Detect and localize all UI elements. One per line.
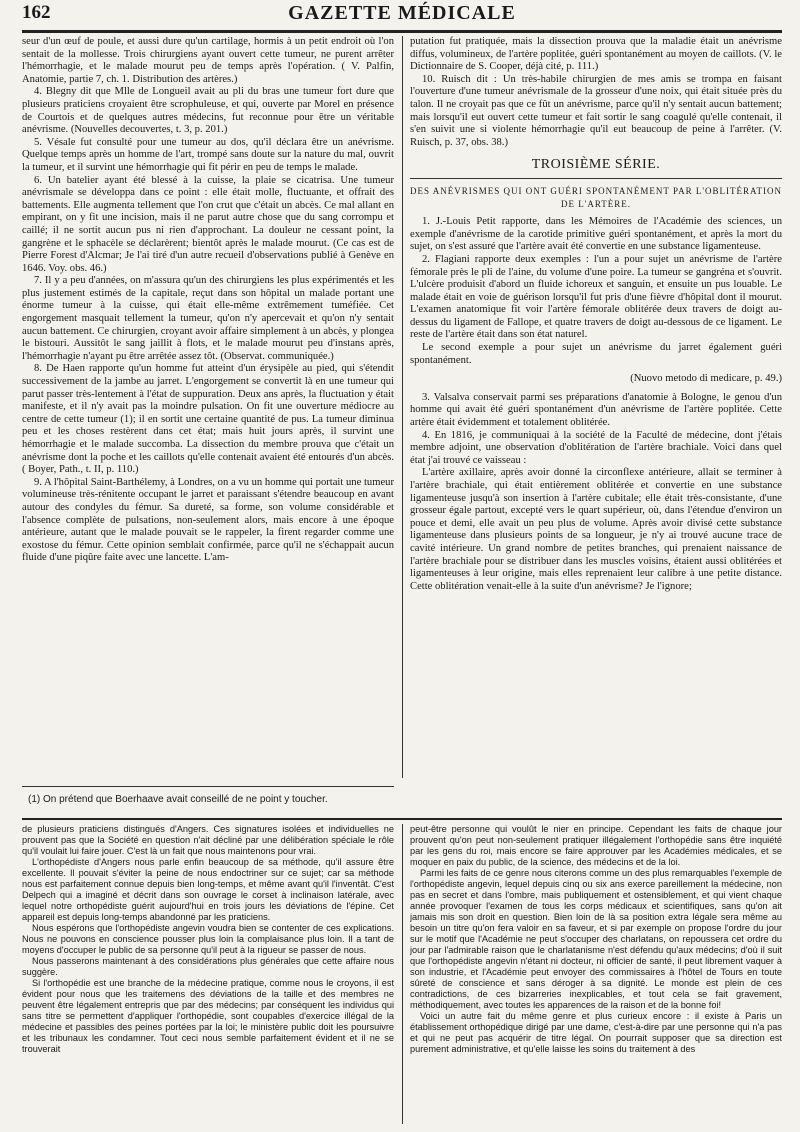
paragraph: 9. A l'hôpital Saint-Barthélemy, à Londres, on a vu un homme qui portait une tumeur volumineuse très-rénitente occupant le jarret et paraissant s'étendre beaucoup en avant autour des condyles du fémur. Sa dureté, sa forme, son volume considérable et l'absence complète de pulsations, non-seulement alors, mais encore à une époque antérieure, autant que le malade pouvait se le rappeler, la firent regarder comme une exostose du fémur. Cette opinion semblait confirmée, parce qu'il ne s'échappait aucun fluide d'une piqûre faite avec une lancette. L'am- xyxy=(22,476,394,564)
journal-title: GAZETTE MÉDICALE xyxy=(288,2,516,24)
page-header xyxy=(22,2,782,28)
citation: (Nuovo metodo di medicare, p. 49.) xyxy=(630,373,782,385)
paragraph: Parmi les faits de ce genre nous citerons comme un des plus remarquables l'exemple de l'orthopédiste angevin, lequel depuis cinq ou six ans exerce pareillement la médecine, non pas en secret et dans l'ombre, mais publiquement et ostensiblement, et qui vient chaque année provoquer l'examen de tous les corps médicaux et scientifiques, sans qu'on ait jamais mis son droit en question. Bien loin de là sa position extra légale sera même au besoin un titre qu'on fera valoir en sa faveur, et si par exemple on propose l'ordre du jour sur le motif que l'Académie ne peut s'occuper des charlatans, on repoussera cet ordre du jour par l'admirable raison que le charlatanisme n'est défendu qu'aux médecins; d'où il suit que l'orthopédiste angevin n'étant ni docteur, ni officier de santé, il peut librement vaquer à son industrie, et l'Académie peut envoyer des commissaires à l'hôtel de Tours en toute sûreté de conscience et sans déroger à sa dignité. Le monde est plein de ces contradictions, de ces bizarreries inexplicables, et tout cela se fait gravement, méthodiquement, avec toutes les apparences de la raison et de la bonne foi! xyxy=(410,868,782,1010)
lower-column-divider xyxy=(402,824,403,1124)
paragraph: peut-être personne qui voulût le nier en principe. Cependant les faits de chaque jour prouvent qu'on peut non-seulement pratiquer illégalement l'orthopédie sans être inquiété par les gens du roi, mais encore se faire approuver par les Académies médicales, et se moquer en paix du public, de la science, des médecins et de la loi. xyxy=(410,824,782,867)
right-column xyxy=(410,36,782,776)
series-subtitle: DES ANÉVRISMES QUI ONT GUÉRI SPONTANÉMENT PAR L'OBLITÉRATION DE L'ARTÈRE. xyxy=(410,185,782,209)
paragraph: Nous passerons maintenant à des considérations plus générales que cette affaire nous suggère. xyxy=(22,956,394,977)
paragraph: Nous espérons que l'orthopédiste angevin voudra bien se contenter de ces explications. Nous ne pouvons en conscience pousser plus loin la complaisance plus loin. Il a tant de moyens d'occuper le public de sa personne qu'il peut à la rigueur se passer de nous. xyxy=(22,923,394,955)
paragraph: 4. En 1816, je communiquai à la société de la Faculté de médecine, dont j'étais membre adjoint, une observation d'oblitération de l'artère brachiale. Voici dans quel état j'ai trouvé ce vaisseau : xyxy=(410,429,782,466)
paragraph: 7. Il y a peu d'années, on m'assura qu'un des chirurgiens les plus expérimentés et les plus justement estimés de la capitale, reçut dans son hôpital un malade portant une énorme tumeur à la cuisse, qui était elle-même extrêmement tuméfiée. Cet engorgement masquait tellement la tumeur, qu'on n'y apercevait et qu'on n'y sentait aucun battement. Ce chirurgien, croyant avoir affaire simplement à un abcès, y plongea le bistouri. Aussitôt le sang jaillit à flots, et le malade mourut peu d'instans après, l'hémorrhagie n'ayant pu être arrêtée assez tôt. (Observat. communiquée.) xyxy=(22,275,394,362)
paragraph: 10. Ruisch dit : Un très-habile chirurgien de mes amis se trompa en faisant l'ouverture d'une tumeur anévrismale de la grosseur d'une noix, qui était située près du talon. Il ne croyait pas que ce fût un anévrisme, parce qu'il n'y sentait aucun battement; mais lorsqu'il eut ouvert cette tumeur et fait sortir le sang coagulé qu'elle contenait, il s'en suivit une si violente hémorrhagie qu'il eut beaucoup de peine à l'arrêter. (V. Ruisch, p. 37, obs. 38.) xyxy=(410,73,782,148)
paragraph: 4. Blegny dit que Mlle de Longueil avait au pli du bras une tumeur fort dure que plusieurs praticiens croyaient être scrophuleuse, et qui, ouverte par Morel en présence de Courtois et de quelques autres médecins, fut reconnue pour être un véritable anévrisme. (Nouvelles decouvertes, t. 3, p. 201.) xyxy=(22,86,394,136)
series-rule xyxy=(410,178,782,179)
series-title: TROISIÈME SÉRIE. xyxy=(531,157,661,173)
newspaper-page xyxy=(22,0,782,1132)
paragraph: Le second exemple a pour sujet un anévrisme du jarret également guéri spontanément. xyxy=(410,342,782,366)
paragraph: 3. Valsalva conservait parmi ses préparations d'anatomie à Bologne, le genou d'un homme qui avait été guéri spontanément d'un anévrisme de l'artère poplitée. Cette artère était évidemment et totalement oblitérée. xyxy=(410,391,782,429)
paragraph: putation fut pratiquée, mais la dissection prouva que la maladie était un anévrisme diffus, volumineux, de l'artère poplitée, guéri spontanément au moyen de caillots. (V. le Dictionnaire de S. Cooper, déjà cité, p. 111.) xyxy=(410,36,782,73)
left-column xyxy=(22,36,394,816)
section-rule xyxy=(22,818,782,820)
page-number: 162 xyxy=(22,2,51,23)
footnote-rule xyxy=(22,786,394,787)
paragraph: L'artère axillaire, après avoir donné la circonflexe antérieure, allait se terminer à l'artère brachiale, qui était entièrement oblitérée et convertie en une substance ligamenteuse jusqu'à son insertion à l'artère cubitale; elle était très-consistante, d'une grosseur égale partout, excepté vers le quart supérieur, où, dans l'étendue d'environ un pouce et demi, elle avait un peu plus de volume. Après avoir divisé cette substance ligamenteuse dans plusieurs points de sa longueur, je n'y ai trouvé aucune trace de cavité intérieure. Un grand nombre de petites branches, qui prenaient naissance de l'artère brachiale pour se distribuer dans les muscles voisins, étaient aussi oblitérées et ligamenteuses à leur origine, mais elles reprenaient leur calibre à une petite distance. Cette oblitération venait-elle à la suite d'un anévrisme? Je l'ignore; xyxy=(410,467,782,592)
paragraph: L'orthopédiste d'Angers nous parle enfin beaucoup de sa méthode, qu'il assure être excellente. Il pouvait s'éviter la peine de nous endoctriner sur ce sujet; car sa méthode nous est parfaitement connue depuis bien long-temps, et même avant qu'il l'inventât. C'est Delpech qui a imaginé et décrit dans son ouvrage le corset à inclinaison latérale, avec lequel notre orthopédiste guérit aujourd'hui en trois jours les déviations de l'épine. Cet appareil est depuis long-temps abandonné par les praticiens. xyxy=(22,857,394,922)
column-divider xyxy=(402,36,403,778)
paragraph: de plusieurs praticiens distingués d'Angers. Ces signatures isolées et individuelles ne prouvent pas que la Société en question n'ait décliné par une délibération spéciale le rôle qu'il voulait lui faire jouer. C'est là un fait que nous maintenons pour vrai. xyxy=(22,824,394,856)
paragraph: Si l'orthopédie est une branche de la médecine pratique, comme nous le croyons, il est évident pour nous que les traitemens des déviations de la taille et des membres ne peuvent être légalement entrepris que par des médecins; par conséquent les individus qui sans titre se permettent d'appliquer l'orthopédie, sont coupables d'exercice illégal de la médecine et passibles des peines portées par la loi; le ministère public doit les poursuivre et les tribunaux les condamner. Tout ceci nous semble parfaitement évident et il ne se trouverait xyxy=(22,978,394,1054)
paragraph: 6. Un batelier ayant été blessé à la cuisse, la plaie se cicatrisa. Une tumeur anévrismale se développa dans ce point : elle était molle, fluctuante, et offrait des battements. Elle augmenta tellement que l'on crut que c'était un abcès. Ce mal allant en empirant, on y fit une incision, mais il ne parut autre chose que du sang corrompu et caillé; il ne sortit aucun pus ni rien d'approchant. La douleur ne cessant point, la gangrène et le sphacèle se déclarèrent; bientôt après le malade mourut. (Ce cas est de Pierre Forest d'Alcmar; Je l'ai tiré d'un autre recueil d'observations publié à Genève en 1646. Voy. obs. 46.) xyxy=(22,174,394,274)
paragraph: 2. Flagiani rapporte deux exemples : l'un a pour sujet un anévrisme de l'artère fémorale près le pli de l'aine, du volume d'une poire. La tumeur se gangréna et s'ouvrit. L'ulcère produisit d'abord un fluide ichoreux et sanguin, et ensuite un pus louable. Le malade était en voie de guérison lorsqu'il fut pris d'une fièvre d'hôpital dont il mourut. L'examen anatomique fit voir l'artère fémorale oblitérée deux travers de doigt au-dessus du ligament de Fallope, et quatre travers de doigt au-dessous de ce ligament. Le reste de l'artère était dans son état naturel. xyxy=(410,253,782,341)
paragraph: Voici un autre fait du même genre et plus curieux encore : il existe à Paris un établissement orthopédique dirigé par une dame, c'est-à-dire par une personne qui n'a pas et qui ne peut pas acquérir de titre légal. On pourrait supposer que sa direction est purement administrative, et qu'elle laisse les soins du traitement à des xyxy=(410,1011,782,1054)
paragraph: 8. De Haen rapporte qu'un homme fut atteint d'un érysipèle au pied, qui s'étendit successivement de la jambe au jarret. L'engorgement se convertit là en une tumeur qui parut passer très-lentement à l'état de suppuration. Deux ans après, la fluctuation y était manifeste, et il n'y avait pas la moindre pulsation. On fit une ouverture médiocre au centre de cette tumeur (1); il en sortit une certaine quantité de pus. La tumeur diminua peu et les choses restèrent dans cet état; mais huit jours après, il survint une hémorrhagie et le malade succomba. La dissection du membre prouva que c'était un anévrisme dont la poche et les caillots qu'elle contenait avaient été entourés d'un abcès. ( Boyer, Path., t. II, p. 110.) xyxy=(22,363,394,476)
footnote: (1) On prétend que Boerhaave avait conseillé de ne point y toucher. xyxy=(28,794,328,805)
paragraph: seur d'un œuf de poule, et aussi dure qu'un cartilage, hormis à un petit endroit où l'on sentait de la mollesse. Trois chirurgiens ayant ouvert cette tumeur, ne purent arrêter l'hémorrhagie, et le malade mourut peu de temps après l'opération. ( V. Palfin, Anatomie, partie 7, ch. 1. Distribution des artères.) xyxy=(22,36,394,85)
paragraph: 1. J.-Louis Petit rapporte, dans les Mémoires de l'Académie des sciences, un exemple d'anévrisme de la carotide primitive guéri spontanément, et après la mort du sujet, on s'est assuré que l'artère avait été convertie en une substance ligamenteuse. xyxy=(410,216,782,253)
header-rule xyxy=(22,30,782,33)
paragraph: 5. Vésale fut consulté pour une tumeur au dos, qu'il déclara être un anévrisme. Quelque temps après un homme de l'art, trompé sans doute sur la nature du mal, ouvrit la tumeur, et il survint une hémorrhagie qui fit périr en peu de temps le malade. xyxy=(22,136,394,173)
lower-right-column xyxy=(410,824,782,1129)
lower-left-column xyxy=(22,824,394,1129)
